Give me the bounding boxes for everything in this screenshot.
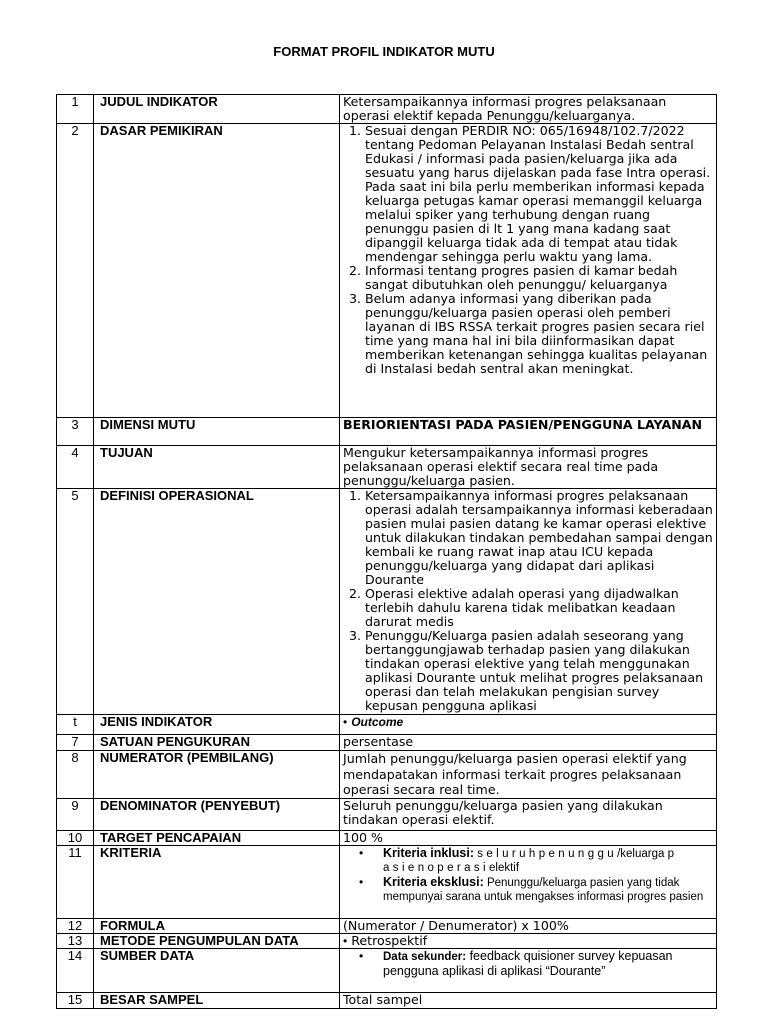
row-number: 7 — [57, 735, 94, 751]
row-label: BESAR SAMPEL — [94, 993, 340, 1009]
row-value — [340, 124, 717, 418]
row-value — [340, 934, 717, 949]
list-item: 2. Operasi elektive adalah operasi yang dijadwalkan terlebih dahulu karena tidak melibatkan keadaan darurat medis — [365, 587, 713, 629]
table-row — [57, 949, 717, 993]
row-value: Total sampel — [340, 993, 717, 1009]
row-number: 3 — [57, 418, 94, 446]
row-value: (Numerator / Denumerator) x 100% — [340, 919, 717, 934]
exclusion-text: Penunggu/keluarga pasien yang tidak mempunyai sarana untuk mengakses informasi progres pasien — [383, 877, 704, 903]
secondary-data-label: Data sekunder: — [383, 951, 467, 963]
row-value: BERIORIENTASI PADA PASIEN/PENGGUNA LAYANAN — [340, 418, 717, 446]
inclusion-text: elektif — [489, 862, 520, 874]
row-value: 100 % — [340, 831, 717, 846]
row-label: FORMULA — [94, 919, 340, 934]
inclusion-text-spaced: asienoperasi — [383, 862, 490, 874]
list-item: 1. Ketersampaikannya informasi progres pelaksanaan operasi adalah tersampaikannya informasi keberadaan pasien mulai pasien datang ke kamar operasi elektive untuk dilakukan tindakan pembedahan sampai dengan kembali ke ruang rawat inap atau ICU kepada penunggu/keluarga yang didapat dari aplikasi Dourante — [365, 489, 713, 587]
inclusion-text-spaced: seluruhpenunggu — [477, 848, 618, 860]
list-item — [343, 875, 713, 904]
row-label: DEFINISI OPERASIONAL — [94, 489, 340, 715]
list-item — [343, 949, 713, 978]
table-row — [57, 735, 717, 751]
bullet-icon: • — [359, 846, 364, 860]
inclusion-text: /keluarga p — [617, 848, 674, 860]
row-value — [340, 846, 717, 919]
row-label: TUJUAN — [94, 446, 340, 489]
bullet-icon: • — [343, 934, 348, 948]
table-row — [57, 934, 717, 949]
table-row — [57, 799, 717, 831]
source-list — [343, 949, 713, 978]
criteria-list — [343, 846, 713, 904]
row-value: Mengukur ketersampaikannya informasi progres pelaksanaan operasi elektif secara real time pada penunggu/keluarga pasien. — [340, 446, 717, 489]
secondary-data-text: feedback quisioner survey kepuasan pengguna aplikasi di aplikasi “Dourante” — [383, 949, 673, 978]
row-number: 8 — [57, 751, 94, 799]
bullet-icon: • — [343, 715, 348, 729]
row-value — [340, 715, 717, 735]
row-number: 1 — [57, 95, 94, 124]
row-label: JUDUL INDIKATOR — [94, 95, 340, 124]
row-number: 2 — [57, 124, 94, 418]
numbered-list — [343, 489, 713, 713]
row-number: 4 — [57, 446, 94, 489]
bullet-icon: • — [359, 949, 364, 963]
table-row — [57, 418, 717, 446]
inclusion-label: Kriteria inklusi: — [383, 846, 474, 860]
indicator-profile-table — [56, 94, 717, 1009]
row-number: 13 — [57, 934, 94, 949]
document-title: FORMAT PROFIL INDIKATOR MUTU — [273, 44, 495, 59]
row-label: TARGET PENCAPAIAN — [94, 831, 340, 846]
row-label: DENOMINATOR (PENYEBUT) — [94, 799, 340, 831]
row-label: NUMERATOR (PEMBILANG) — [94, 751, 340, 799]
method-value: Retrospektif — [351, 933, 428, 948]
bullet-icon: • — [359, 875, 364, 889]
list-item — [343, 846, 713, 875]
row-number: 11 — [57, 846, 94, 919]
row-label: DIMENSI MUTU — [94, 418, 340, 446]
exclusion-label: Kriteria eksklusi: — [383, 875, 484, 889]
list-item: 1. Sesuai dengan PERDIR NO: 065/16948/102.7/2022 tentang Pedoman Pelayanan Instalasi Bedah sentral Edukasi / informasi pada pasien/keluarga jika ada sesuatu yang harus dijelaskan pada fase Intra operasi. Pada saat ini bila perlu memberikan informasi kepada keluarga petugas kamar operasi memanggil keluarga melalui spiker yang terhubung dengan ruang penunggu pasien di lt 1 yang mana kadang saat dipanggil keluarga tidak ada di tempat atau tidak mendengar sehingga perlu waktu yang lama. — [365, 124, 713, 264]
table-row — [57, 846, 717, 919]
table-row — [57, 993, 717, 1009]
table-row — [57, 919, 717, 934]
row-number: 9 — [57, 799, 94, 831]
table-row — [57, 831, 717, 846]
table-row — [57, 715, 717, 735]
table-row — [57, 95, 717, 124]
row-label: JENIS INDIKATOR — [94, 715, 340, 735]
row-label: DASAR PEMIKIRAN — [94, 124, 340, 418]
row-value: Jumlah penunggu/keluarga pasien operasi elektif yang mendapatakan informasi terkait progres pelaksanaan operasi secara real time. — [340, 751, 717, 799]
table-row — [57, 751, 717, 799]
row-value: Ketersampaikannya informasi progres pelaksanaan operasi elektif kepada Penunggu/keluarganya. — [340, 95, 717, 124]
row-label: SATUAN PENGUKURAN — [94, 735, 340, 751]
row-value — [340, 489, 717, 715]
indicator-type: Outcome — [351, 715, 404, 729]
list-item: 3. Belum adanya informasi yang diberikan pada penunggu/keluarga pasien operasi oleh pemberi layanan di IBS RSSA terkait progres pasien secara riel time yang mana hal ini bila diinformasikan dapat memberikan ketenangan sehingga kualitas pelayanan di Instalasi bedah sentral akan meningkat. — [365, 292, 713, 376]
row-label: SUMBER DATA — [94, 949, 340, 993]
row-number: 10 — [57, 831, 94, 846]
table-row — [57, 489, 717, 715]
row-value: Seluruh penunggu/keluarga pasien yang dilakukan tindakan operasi elektif. — [340, 799, 717, 831]
row-number: 15 — [57, 993, 94, 1009]
row-label: KRITERIA — [94, 846, 340, 919]
numbered-list — [343, 124, 713, 376]
row-number: 14 — [57, 949, 94, 993]
table-row — [57, 446, 717, 489]
table-row — [57, 124, 717, 418]
row-number: 5 — [57, 489, 94, 715]
list-item: 3. Penunggu/Keluarga pasien adalah seseorang yang bertanggungjawab terhadap pasien yang dilakukan tindakan operasi elektive yang telah menggunakan aplikasi Dourante untuk melihat progres pelaksanaan operasi dan telah melakukan pengisian survey kepusan pengguna aplikasi — [365, 629, 713, 713]
row-number: t — [57, 715, 94, 735]
row-label: METODE PENGUMPULAN DATA — [94, 934, 340, 949]
row-number: 12 — [57, 919, 94, 934]
row-value: persentase — [340, 735, 717, 751]
row-value — [340, 949, 717, 993]
list-item: 2. Informasi tentang progres pasien di kamar bedah sangat dibutuhkan oleh penunggu/ keluarganya — [365, 264, 713, 292]
